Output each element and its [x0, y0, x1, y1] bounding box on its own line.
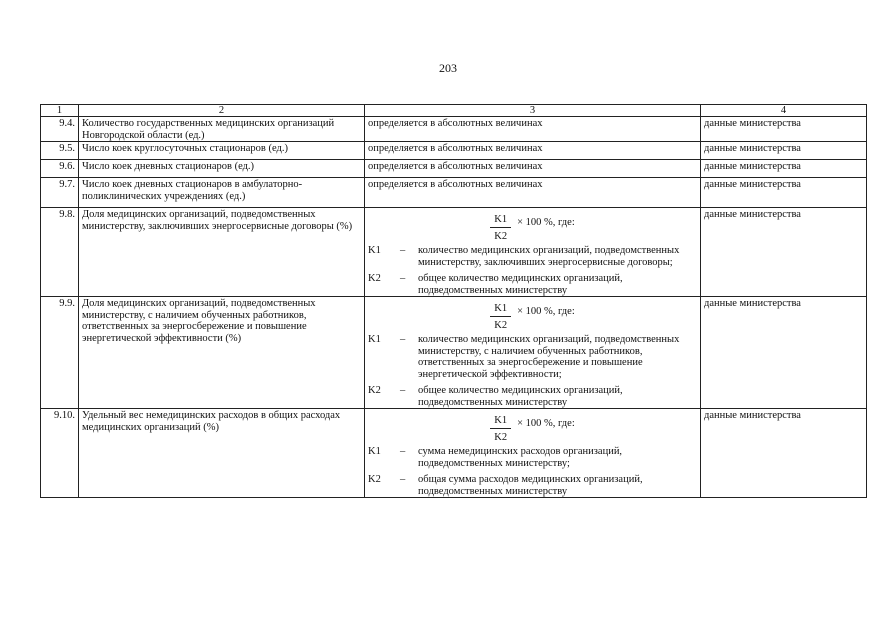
calculation-method: определяется в абсолютных величинах	[365, 142, 701, 160]
data-source: данные министерства	[701, 142, 867, 160]
definition-text: количество медицинских организаций, подведомственных министерству, с наличием обученных работников, ответственных за энергосбережение и повышение энергетической эффективности;	[418, 334, 680, 380]
table-row	[41, 208, 867, 297]
indicator-name: Число коек дневных стационаров (ед.)	[79, 160, 365, 178]
indicator-name: Число коек дневных стационаров в амбулаторно-поликлинических учреждениях (ед.)	[79, 178, 365, 208]
fraction-denominator: K2	[494, 431, 508, 443]
fraction-numerator: K1	[490, 214, 511, 228]
table-header-row	[41, 105, 867, 117]
calculation-method	[365, 208, 701, 297]
calculation-method	[365, 409, 701, 498]
indicator-name: Число коек круглосуточных стационаров (ед.)	[79, 142, 365, 160]
formula	[368, 415, 697, 443]
definition-text: общее количество медицинских организаций, подведомственных министерству	[418, 385, 623, 408]
fraction-numerator: K1	[490, 415, 511, 429]
data-source: данные министерства	[701, 409, 867, 498]
table-row	[41, 160, 867, 178]
definition-dash: –	[400, 446, 406, 457]
indicator-name: Доля медицинских организаций, подведомственных министерству, с наличием обученных работников, ответственных за энергосбережение и повышение энергетической эффективности (%)	[79, 297, 365, 409]
table-row	[41, 178, 867, 208]
row-number: 9.6.	[41, 160, 79, 178]
definition-symbol: K1	[368, 334, 381, 345]
definition	[368, 334, 697, 380]
fraction	[490, 214, 511, 242]
data-source: данные министерства	[701, 160, 867, 178]
calculation-method: определяется в абсолютных величинах	[365, 178, 701, 208]
header-cell: 2	[79, 105, 365, 117]
fraction-denominator: K2	[494, 319, 508, 331]
definition-text: общее количество медицинских организаций, подведомственных министерству	[418, 273, 623, 296]
calculation-method	[365, 297, 701, 409]
definition-dash: –	[400, 334, 406, 345]
calculation-method: определяется в абсолютных величинах	[365, 160, 701, 178]
definition	[368, 474, 697, 497]
definition-dash: –	[400, 245, 406, 256]
table-row	[41, 142, 867, 160]
data-source: данные министерства	[701, 208, 867, 297]
definition-symbol: K1	[368, 245, 381, 256]
definition-dash: –	[400, 474, 406, 485]
row-number: 9.9.	[41, 297, 79, 409]
table-row	[41, 297, 867, 409]
header-cell: 3	[365, 105, 701, 117]
definition-text: общая сумма расходов медицинских организаций, подведомственных министерству	[418, 474, 643, 497]
indicator-name: Количество государственных медицинских организаций Новгородской области (ед.)	[79, 117, 365, 142]
data-source: данные министерства	[701, 178, 867, 208]
header-cell: 4	[701, 105, 867, 117]
table-row	[41, 409, 867, 498]
header-cell: 1	[41, 105, 79, 117]
definition	[368, 446, 697, 469]
table-row	[41, 117, 867, 142]
formula	[368, 303, 697, 331]
definition-symbol: K2	[368, 273, 381, 284]
calculation-method: определяется в абсолютных величинах	[365, 117, 701, 142]
definition-symbol: K2	[368, 385, 381, 396]
indicator-name: Доля медицинских организаций, подведомственных министерству, заключивших энергосервисные договоры (%)	[79, 208, 365, 297]
fraction-numerator: K1	[490, 303, 511, 317]
definition	[368, 385, 697, 408]
row-number: 9.8.	[41, 208, 79, 297]
data-source: данные министерства	[701, 297, 867, 409]
definition-dash: –	[400, 385, 406, 396]
row-number: 9.5.	[41, 142, 79, 160]
definition-dash: –	[400, 273, 406, 284]
formula-multiplier: × 100 %, где:	[517, 217, 575, 229]
indicators-table	[40, 104, 867, 498]
formula-multiplier: × 100 %, где:	[517, 418, 575, 430]
definition-text: количество медицинских организаций, подведомственных министерству, заключивших энергосервисные договоры;	[418, 245, 680, 268]
data-source: данные министерства	[701, 117, 867, 142]
formula	[368, 214, 697, 242]
indicator-name: Удельный вес немедицинских расходов в общих расходах медицинских организаций (%)	[79, 409, 365, 498]
row-number: 9.10.	[41, 409, 79, 498]
definition-text: сумма немедицинских расходов организаций, подведомственных министерству;	[418, 446, 623, 469]
fraction	[490, 303, 511, 331]
row-number: 9.7.	[41, 178, 79, 208]
row-number: 9.4.	[41, 117, 79, 142]
definition-symbol: K2	[368, 474, 381, 485]
definition	[368, 245, 697, 268]
definition	[368, 273, 697, 296]
formula-multiplier: × 100 %, где:	[517, 306, 575, 318]
fraction-denominator: K2	[494, 230, 508, 242]
page-number: 203	[439, 61, 457, 75]
fraction	[490, 415, 511, 443]
definition-symbol: K1	[368, 446, 381, 457]
